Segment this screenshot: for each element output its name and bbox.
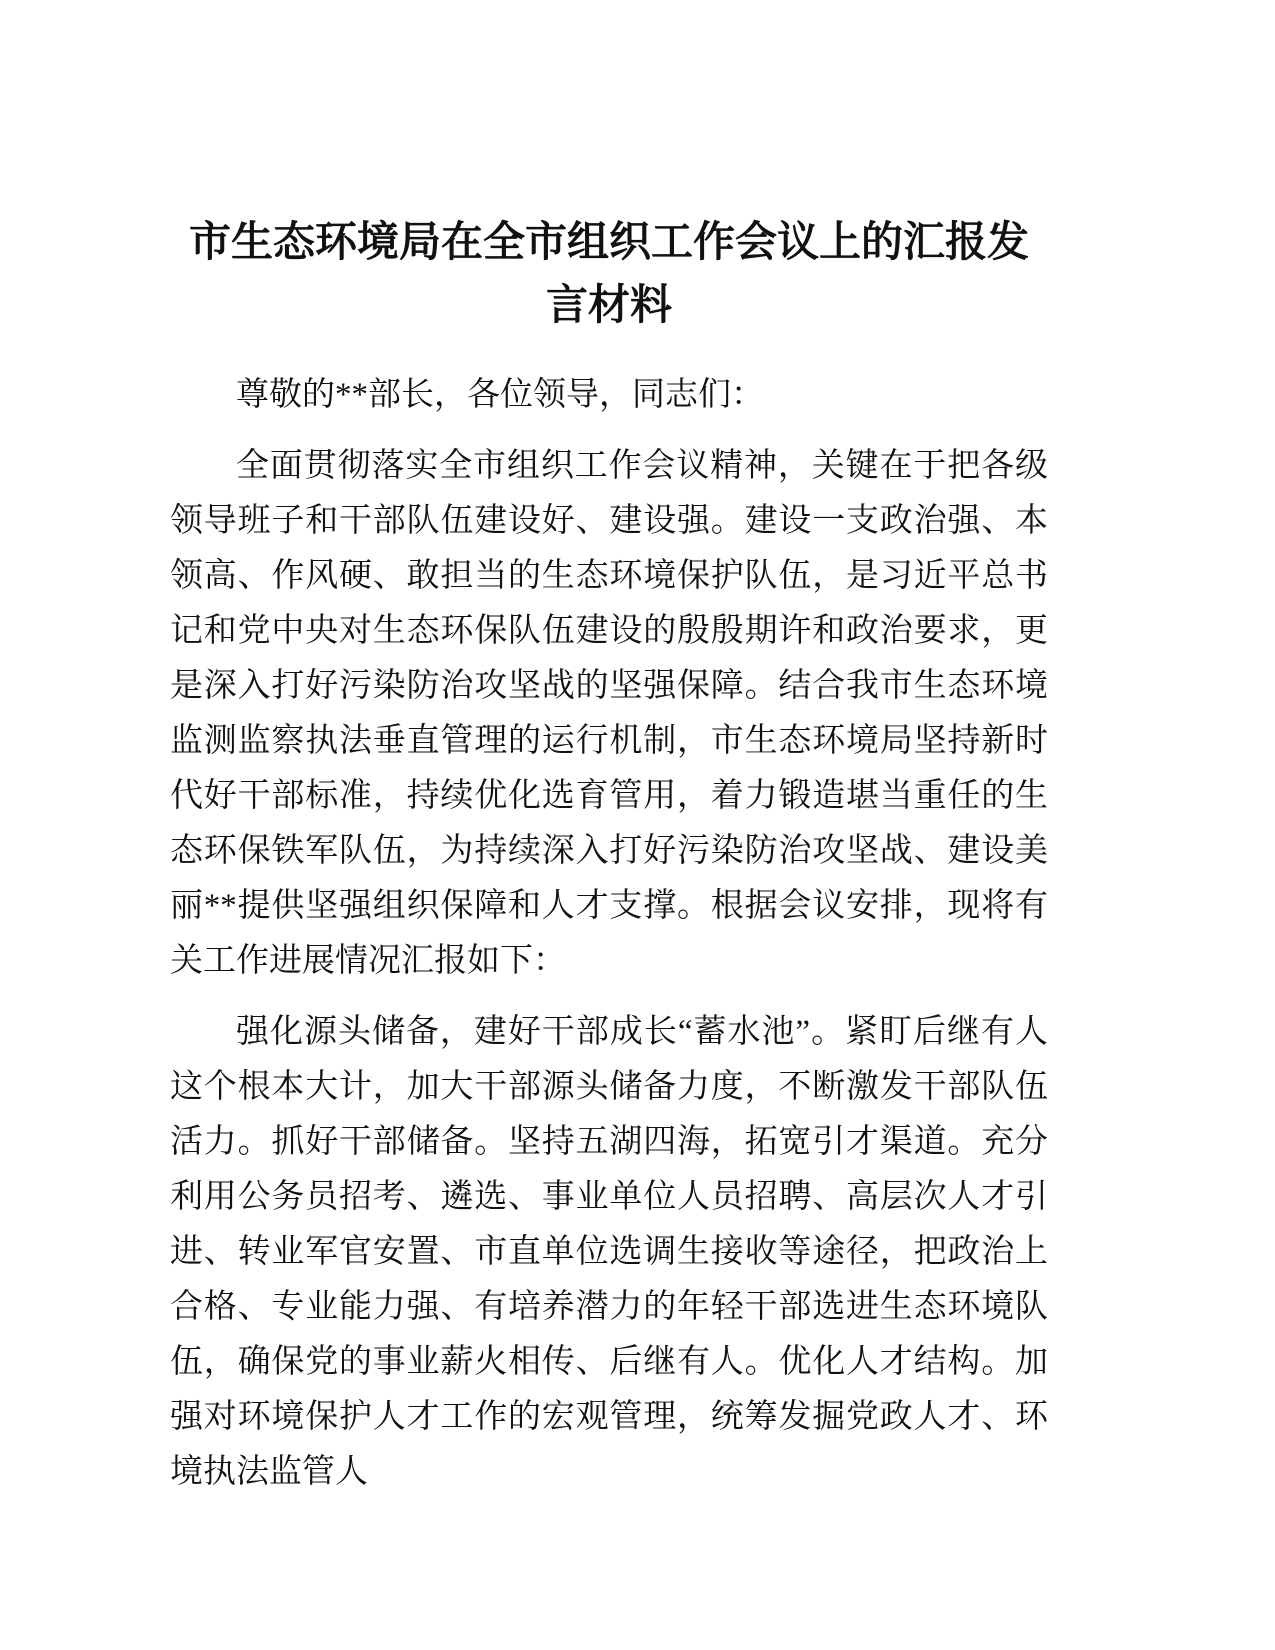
document-title: 市生态环境局在全市组织工作会议上的汇报发言材料 — [188, 220, 1029, 329]
paragraph-introduction: 全面贯彻落实全市组织工作会议精神，关键在于把各级领导班子和干部队伍建设好、建设强。建设一支政治强、本领高、作风硬、敢担当的生态环境保护队伍，是习近平总书记和党中央对生态环保队伍建设的殷殷期许和政治要求，更是深入打好污染防治攻坚战的坚强保障。结合我市生态环境监测监察执法垂直管理的运行机制，市生态环境局坚持新时代好干部标准，持续优化选育管用，着力锻造堪当重任的生态环保铁军队伍，为持续深入打好污染防治攻坚战、建设美丽**提供坚强组织保障和人才支撑。根据会议安排，现将有关工作进展情况汇报如下： — [170, 448, 1048, 979]
document-body — [170, 368, 1048, 1500]
paragraph-section-source-reserve: 强化源头储备，建好干部成长“蓄水池”。紧盯后继有人这个根本大计，加大干部源头储备力度，不断激发干部队伍活力。抓好干部储备。坚持五湖四海，拓宽引才渠道。充分利用公务员招考、遴选、事业单位人员招聘、高层次人才引进、转业军官安置、市直单位选调生接收等途径，把政治上合格、专业能力强、有培养潜力的年轻干部选进生态环境队伍，确保党的事业薪火相传、后继有人。优化人才结构。加强对环境保护人才工作的宏观管理，统筹发掘党政人才、环境执法监管人 — [170, 1014, 1048, 1490]
paragraph-salutation: 尊敬的**部长，各位领导，同志们： — [236, 377, 764, 413]
